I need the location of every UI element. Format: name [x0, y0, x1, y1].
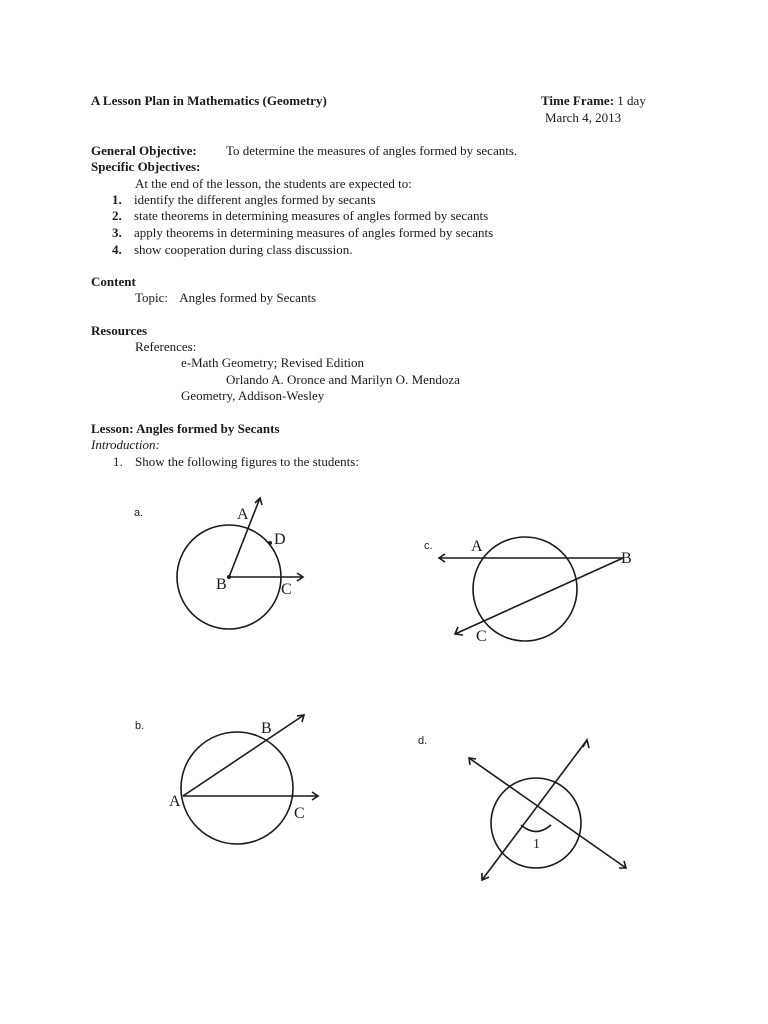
introduction-label: Introduction: [91, 437, 160, 452]
topic-label: Topic: [135, 290, 169, 305]
figure-a-point-c: C [281, 581, 292, 598]
time-frame-value: 1 day [617, 93, 646, 108]
arrow-icon [312, 792, 318, 800]
figure-c-point-b: B [621, 550, 632, 567]
time-frame [541, 93, 646, 110]
arrow-icon [439, 554, 445, 562]
arrow-icon [469, 758, 476, 765]
document-title: A Lesson Plan in Mathematics (Geometry) [91, 93, 327, 108]
figure-a-point-b: B [216, 576, 227, 593]
reference-1: e-Math Geometry; Revised Edition [181, 355, 365, 370]
specific-objectives-label: Specific Objectives: [91, 159, 201, 174]
topic-text: Angles formed by Secants [179, 290, 317, 305]
figure-d-angle-label: 1 [533, 837, 540, 852]
figure-b-circle [181, 732, 293, 844]
arrow-icon [297, 573, 303, 581]
content-label: Content [91, 274, 136, 289]
figure-d-label: d. [418, 735, 428, 747]
figure-d-secant-2 [469, 758, 626, 868]
figure-b-label: b. [135, 720, 145, 732]
reference-2: Geometry, Addison-Wesley [181, 388, 325, 403]
lesson-date: March 4, 2013 [545, 110, 622, 125]
figure-c-secant-bc [455, 558, 623, 634]
figure-c-circle [473, 537, 577, 641]
figure-d-circle [491, 778, 581, 868]
objective-item: 2. state theorems in determining measures of angles formed by secants [112, 208, 489, 223]
objective-item: 1. identify the different angles formed by secants [112, 192, 376, 207]
figure-c-label: c. [424, 540, 433, 552]
figure-b-secant-ab [183, 715, 304, 796]
point-b-dot [227, 575, 231, 579]
general-objective-text: To determine the measures of angles formed by secants. [226, 143, 518, 158]
figure-a-ray-ba [229, 498, 260, 577]
arrow-icon [482, 873, 489, 880]
general-objective-label: General Objective: [91, 143, 197, 158]
figure-a-point-a: A [237, 506, 249, 523]
figure-b-point-a: A [169, 793, 181, 810]
arrow-icon [255, 498, 262, 505]
figure-a-point-d: D [274, 531, 286, 548]
figure-c-point-a: A [471, 538, 483, 555]
figure-a-circle [177, 525, 281, 629]
objective-item: 3. apply theorems in determining measures of angles formed by secants [112, 225, 494, 240]
figure-d-secant-1 [482, 740, 587, 880]
lesson-step-1: 1. Show the following figures to the students: [113, 454, 359, 469]
specific-objectives-intro: At the end of the lesson, the students are expected to: [135, 176, 412, 191]
reference-1-authors: Orlando A. Oronce and Marilyn O. Mendoza [226, 372, 460, 387]
arrow-icon [297, 715, 304, 722]
objective-item: 4. show cooperation during class discussion. [112, 242, 353, 257]
arrow-icon [619, 861, 626, 868]
resources-label: Resources [91, 323, 148, 338]
time-frame-label: Time Frame: [541, 93, 615, 108]
figure-a-label: a. [134, 507, 144, 519]
point-d-dot [268, 541, 272, 545]
topic-line [135, 290, 316, 307]
figure-d-angle-arc [521, 825, 551, 832]
figure-c-point-c: C [476, 628, 487, 645]
figure-b-point-c: C [294, 805, 305, 822]
arrow-icon [583, 740, 589, 748]
references-label: References: [135, 339, 197, 354]
figure-b-point-b: B [261, 720, 272, 737]
arrow-icon [455, 627, 463, 635]
lesson-label: Lesson: Angles formed by Secants [91, 421, 280, 436]
